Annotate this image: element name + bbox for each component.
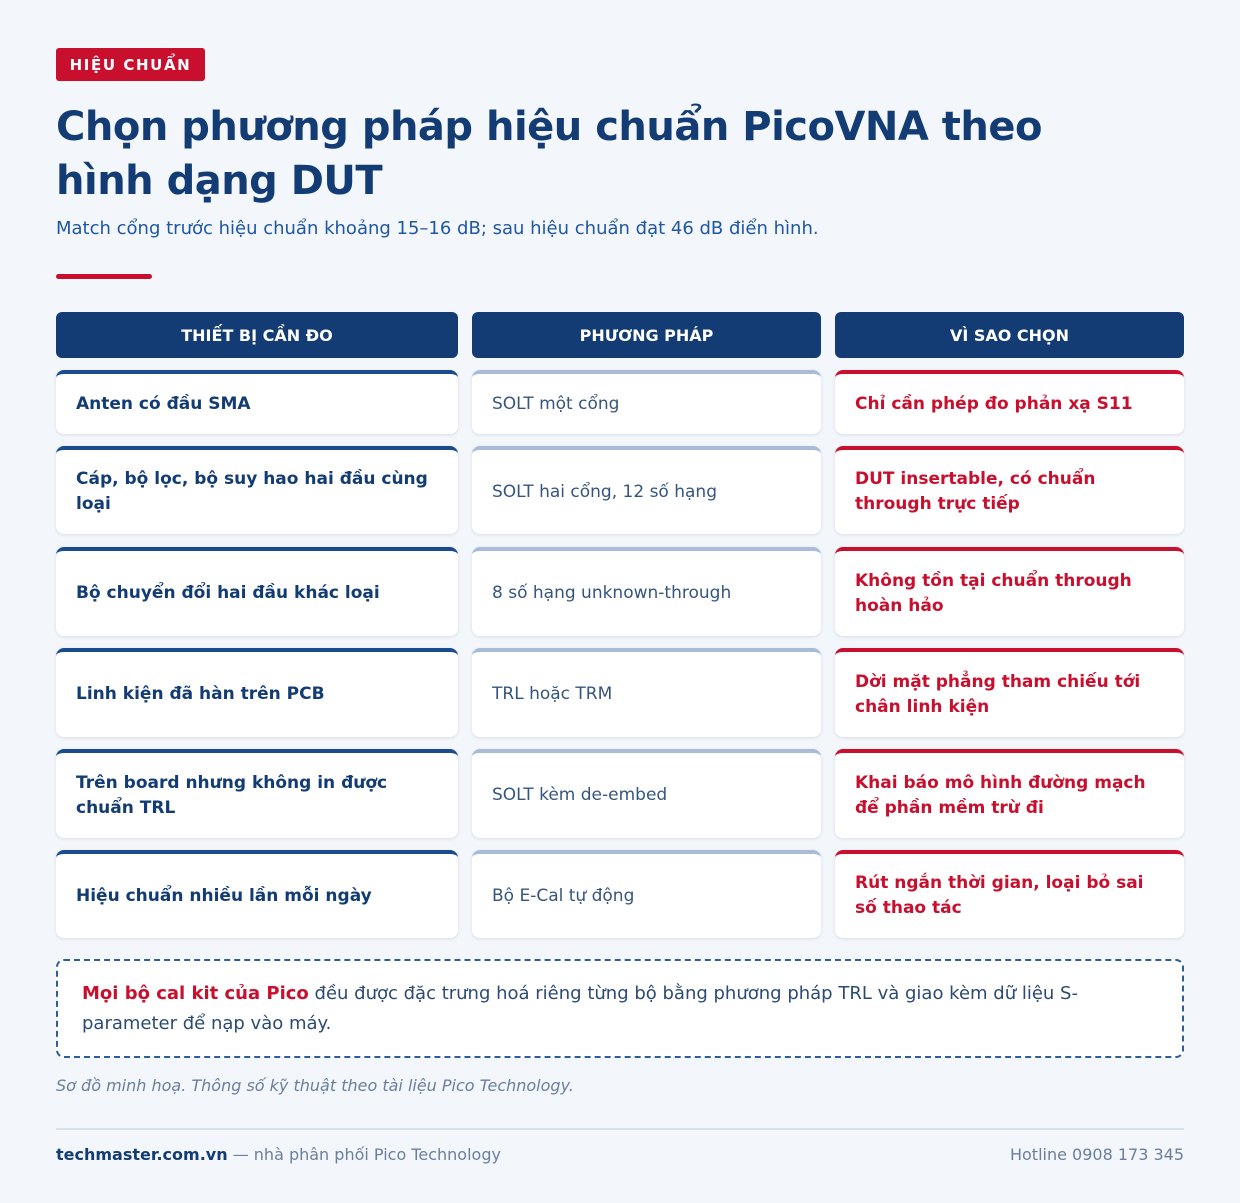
- device-cell: Linh kiện đã hàn trên PCB: [56, 648, 458, 737]
- device-cell: Hiệu chuẩn nhiều lần mỗi ngày: [56, 850, 458, 938]
- figure-caption: Sơ đồ minh hoạ. Thông số kỹ thuật theo tài liệu Pico Technology.: [56, 1076, 574, 1095]
- accent-divider: [56, 274, 152, 279]
- header-reason: VÌ SAO CHỌN: [835, 312, 1184, 358]
- device-cell: Trên board nhưng không in được chuẩn TRL: [56, 749, 458, 838]
- device-cell: Anten có đầu SMA: [56, 370, 458, 434]
- table-row: [0, 547, 1240, 648]
- title-line-2: hình dạng DUT: [56, 158, 383, 204]
- header-device: THIẾT BỊ CẦN ĐO: [56, 312, 458, 358]
- note-text: đều được đặc trưng hoá riêng từng bộ bằng phương pháp TRL và giao kèm dữ liệu S-parameter để nạp vào máy.: [82, 983, 1078, 1034]
- note-emphasis: Mọi bộ cal kit của Pico: [82, 983, 309, 1004]
- category-badge: HIỆU CHUẨN: [56, 48, 205, 81]
- table-row: [0, 446, 1240, 547]
- footer-tagline: — nhà phân phối Pico Technology: [227, 1145, 501, 1164]
- footer-divider: [56, 1128, 1184, 1130]
- footer-hotline: Hotline 0908 173 345: [1009, 1145, 1184, 1164]
- table-row: [0, 648, 1240, 749]
- reason-cell: Dời mặt phẳng tham chiếu tới chân linh kiện: [835, 648, 1184, 737]
- method-cell: SOLT kèm de-embed: [472, 749, 821, 838]
- method-cell: SOLT một cổng: [472, 370, 821, 434]
- page-title: [56, 100, 1156, 208]
- method-cell: Bộ E-Cal tự động: [472, 850, 821, 938]
- brand-link[interactable]: techmaster.com.vn: [56, 1145, 228, 1164]
- device-cell: Cáp, bộ lọc, bộ suy hao hai đầu cùng loại: [56, 446, 458, 534]
- method-cell: 8 số hạng unknown-through: [472, 547, 821, 636]
- info-note: [56, 959, 1184, 1058]
- method-cell: TRL hoặc TRM: [472, 648, 821, 737]
- reason-cell: DUT insertable, có chuẩn through trực tiếp: [835, 446, 1184, 534]
- reason-cell: Rút ngắn thời gian, loại bỏ sai số thao tác: [835, 850, 1184, 938]
- table-row: [0, 850, 1240, 951]
- title-line-1: Chọn phương pháp hiệu chuẩn PicoVNA theo: [56, 104, 1042, 150]
- page-subtitle: Match cổng trước hiệu chuẩn khoảng 15–16 dB; sau hiệu chuẩn đạt 46 dB điển hình.: [56, 218, 819, 239]
- method-table: [0, 370, 1240, 951]
- footer-brand-line: [56, 1145, 501, 1164]
- table-row: [0, 370, 1240, 446]
- method-cell: SOLT hai cổng, 12 số hạng: [472, 446, 821, 534]
- header-method: PHƯƠNG PHÁP: [472, 312, 821, 358]
- reason-cell: Chỉ cần phép đo phản xạ S11: [835, 370, 1184, 434]
- reason-cell: Không tồn tại chuẩn through hoàn hảo: [835, 547, 1184, 636]
- table-row: [0, 749, 1240, 850]
- reason-cell: Khai báo mô hình đường mạch để phần mềm trừ đi: [835, 749, 1184, 838]
- device-cell: Bộ chuyển đổi hai đầu khác loại: [56, 547, 458, 636]
